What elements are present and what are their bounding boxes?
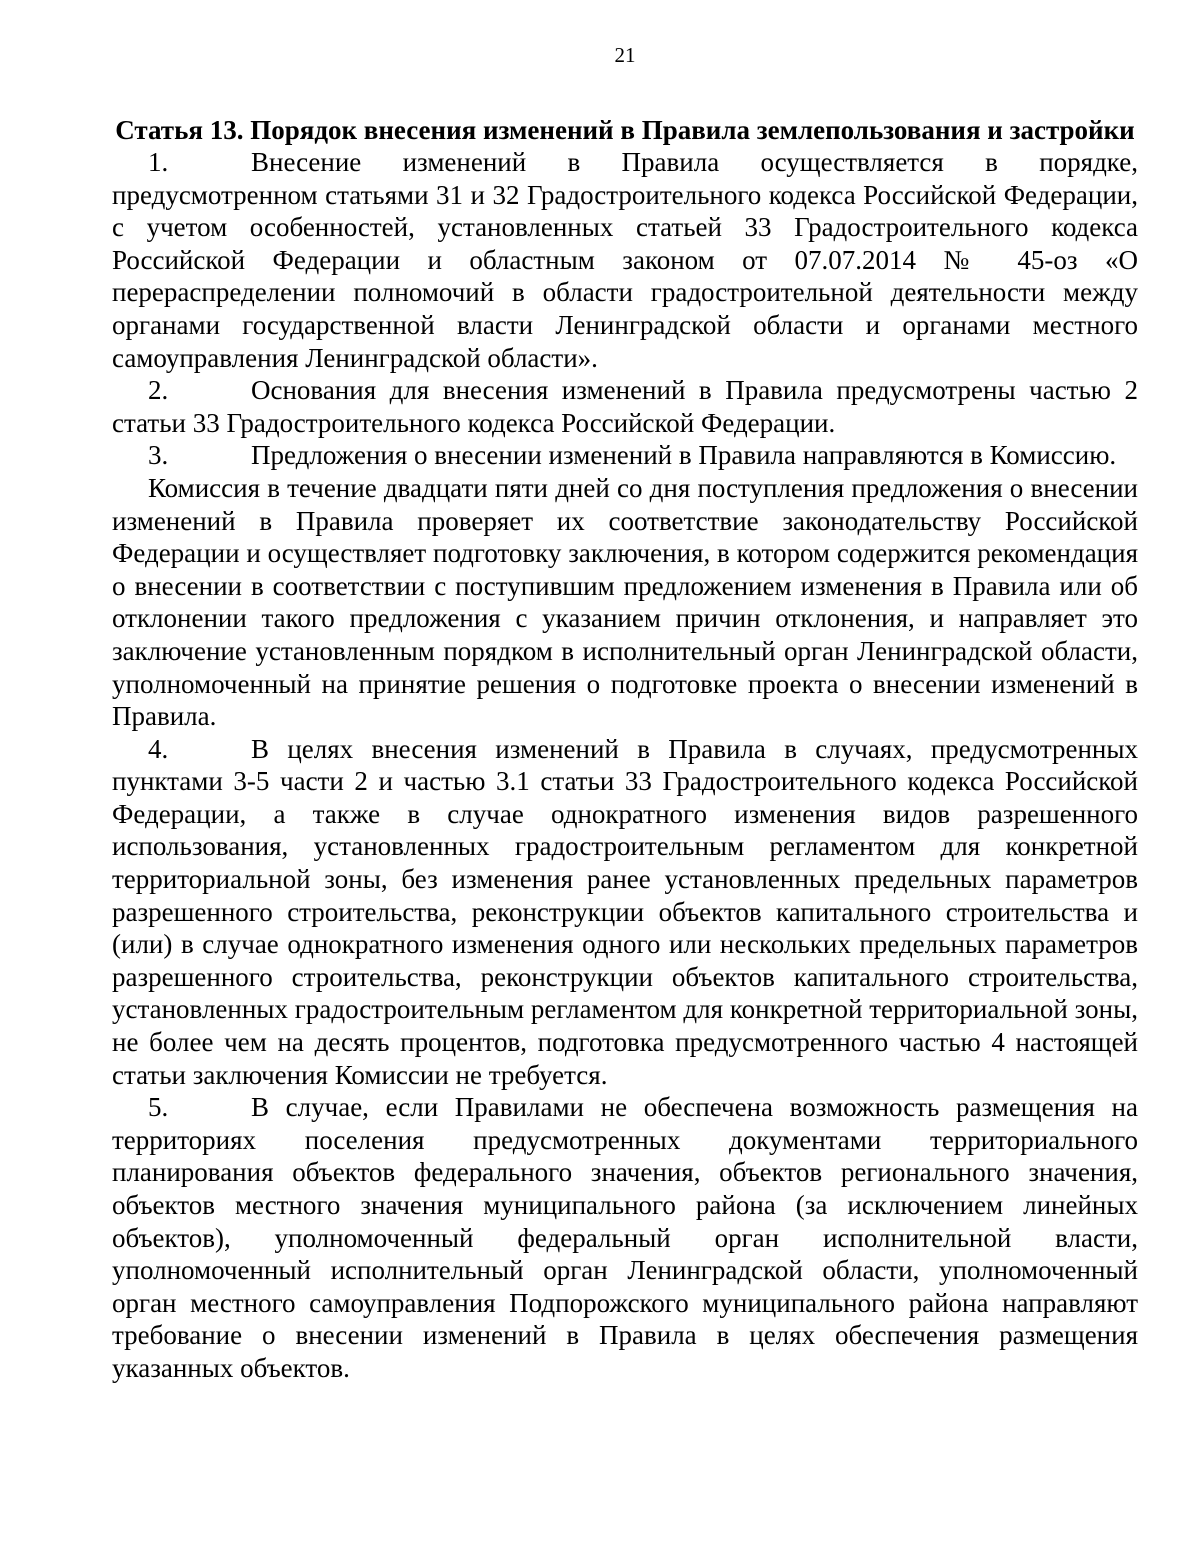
- page-number: 21: [614, 43, 636, 67]
- paragraph-number: 4.: [148, 733, 169, 764]
- paragraph-number: 5.: [148, 1092, 169, 1123]
- paragraph-3: [112, 439, 1138, 472]
- paragraph-2: [112, 374, 1138, 439]
- paragraph-text: Предложения о внесении изменений в Правила направляются в Комиссию.: [251, 440, 1117, 471]
- document-page: [112, 40, 1138, 1385]
- paragraph-text: Комиссия в течение двадцати пяти дней со дня поступления предложения о внесении изменений в Правила проверяет их соответствие законодательству Российской Федерации и осуществляет подготовку заключения, в котором содержится рекомендация о внесении в соответствии с поступившим предложением изменения в Правила или об отклонении такого предложения с указанием причин отклонения, и направляет это заключение установленным порядком в исполнительный орган Ленинградской области, уполномоченный на принятие решения о подготовке проекта о внесении изменений в Правила.: [112, 472, 1138, 732]
- paragraph-number: 3.: [148, 440, 169, 471]
- paragraph-3-continued: [112, 472, 1138, 733]
- paragraph-text: Основания для внесения изменений в Правила предусмотрены частью 2 статьи 33 Градостроительного кодекса Российской Федерации.: [112, 375, 1138, 438]
- article-title: Статья 13. Порядок внесения изменений в Правила землепользования и застройки: [115, 115, 1135, 145]
- paragraph-number: 2.: [148, 375, 169, 406]
- paragraph-text: Внесение изменений в Правила осуществляется в порядке, предусмотренном статьями 31 и 32 Градостроительного кодекса Российской Федерации, с учетом особенностей, установленных статьей 33 Градостроительного кодекса Российской Федерации и областным законом от 07.07.2014 № 45-оз «О перераспределении полномочий в области градостроительной деятельности между органами государственной власти Ленинградской области и органами местного самоуправления Ленинградской области».: [112, 147, 1138, 373]
- paragraph-1: [112, 146, 1138, 374]
- paragraph-number: 1.: [148, 147, 169, 177]
- paragraph-4: [112, 733, 1138, 1092]
- paragraph-text: В случае, если Правилами не обеспечена возможность размещения на территориях поселения предусмотренных документами территориального планирования объектов федерального значения, объектов регионального значения, объектов местного значения муниципального района (за исключением линейных объектов), уполномоченный федеральный орган исполнительной власти, уполномоченный исполнительный орган Ленинградской области, уполномоченный орган местного самоуправления Подпорожского муниципального района направляют требование о внесении изменений в Правила в целях обеспечения размещения указанных объектов.: [112, 1092, 1138, 1383]
- paragraph-5: [112, 1091, 1138, 1384]
- paragraph-text: В целях внесения изменений в Правила в случаях, предусмотренных пунктами 3-5 части 2 и частью 3.1 статьи 33 Градостроительного кодекса Российской Федерации, а также в случае однократного изменения видов разрешенного использования, установленных градостроительным регламентом для конкретной территориальной зоны, без изменения ранее установленных предельных параметров разрешенного строительства, реконструкции объектов капитального строительства и (или) в случае однократного изменения одного или нескольких предельных параметров разрешенного строительства, реконструкции объектов капитального строительства, установленных градостроительным регламентом для конкретной территориальной зоны, не более чем на десять процентов, подготовка предусмотренного частью 4 настоящей статьи заключения Комиссии не требуется.: [112, 733, 1138, 1090]
